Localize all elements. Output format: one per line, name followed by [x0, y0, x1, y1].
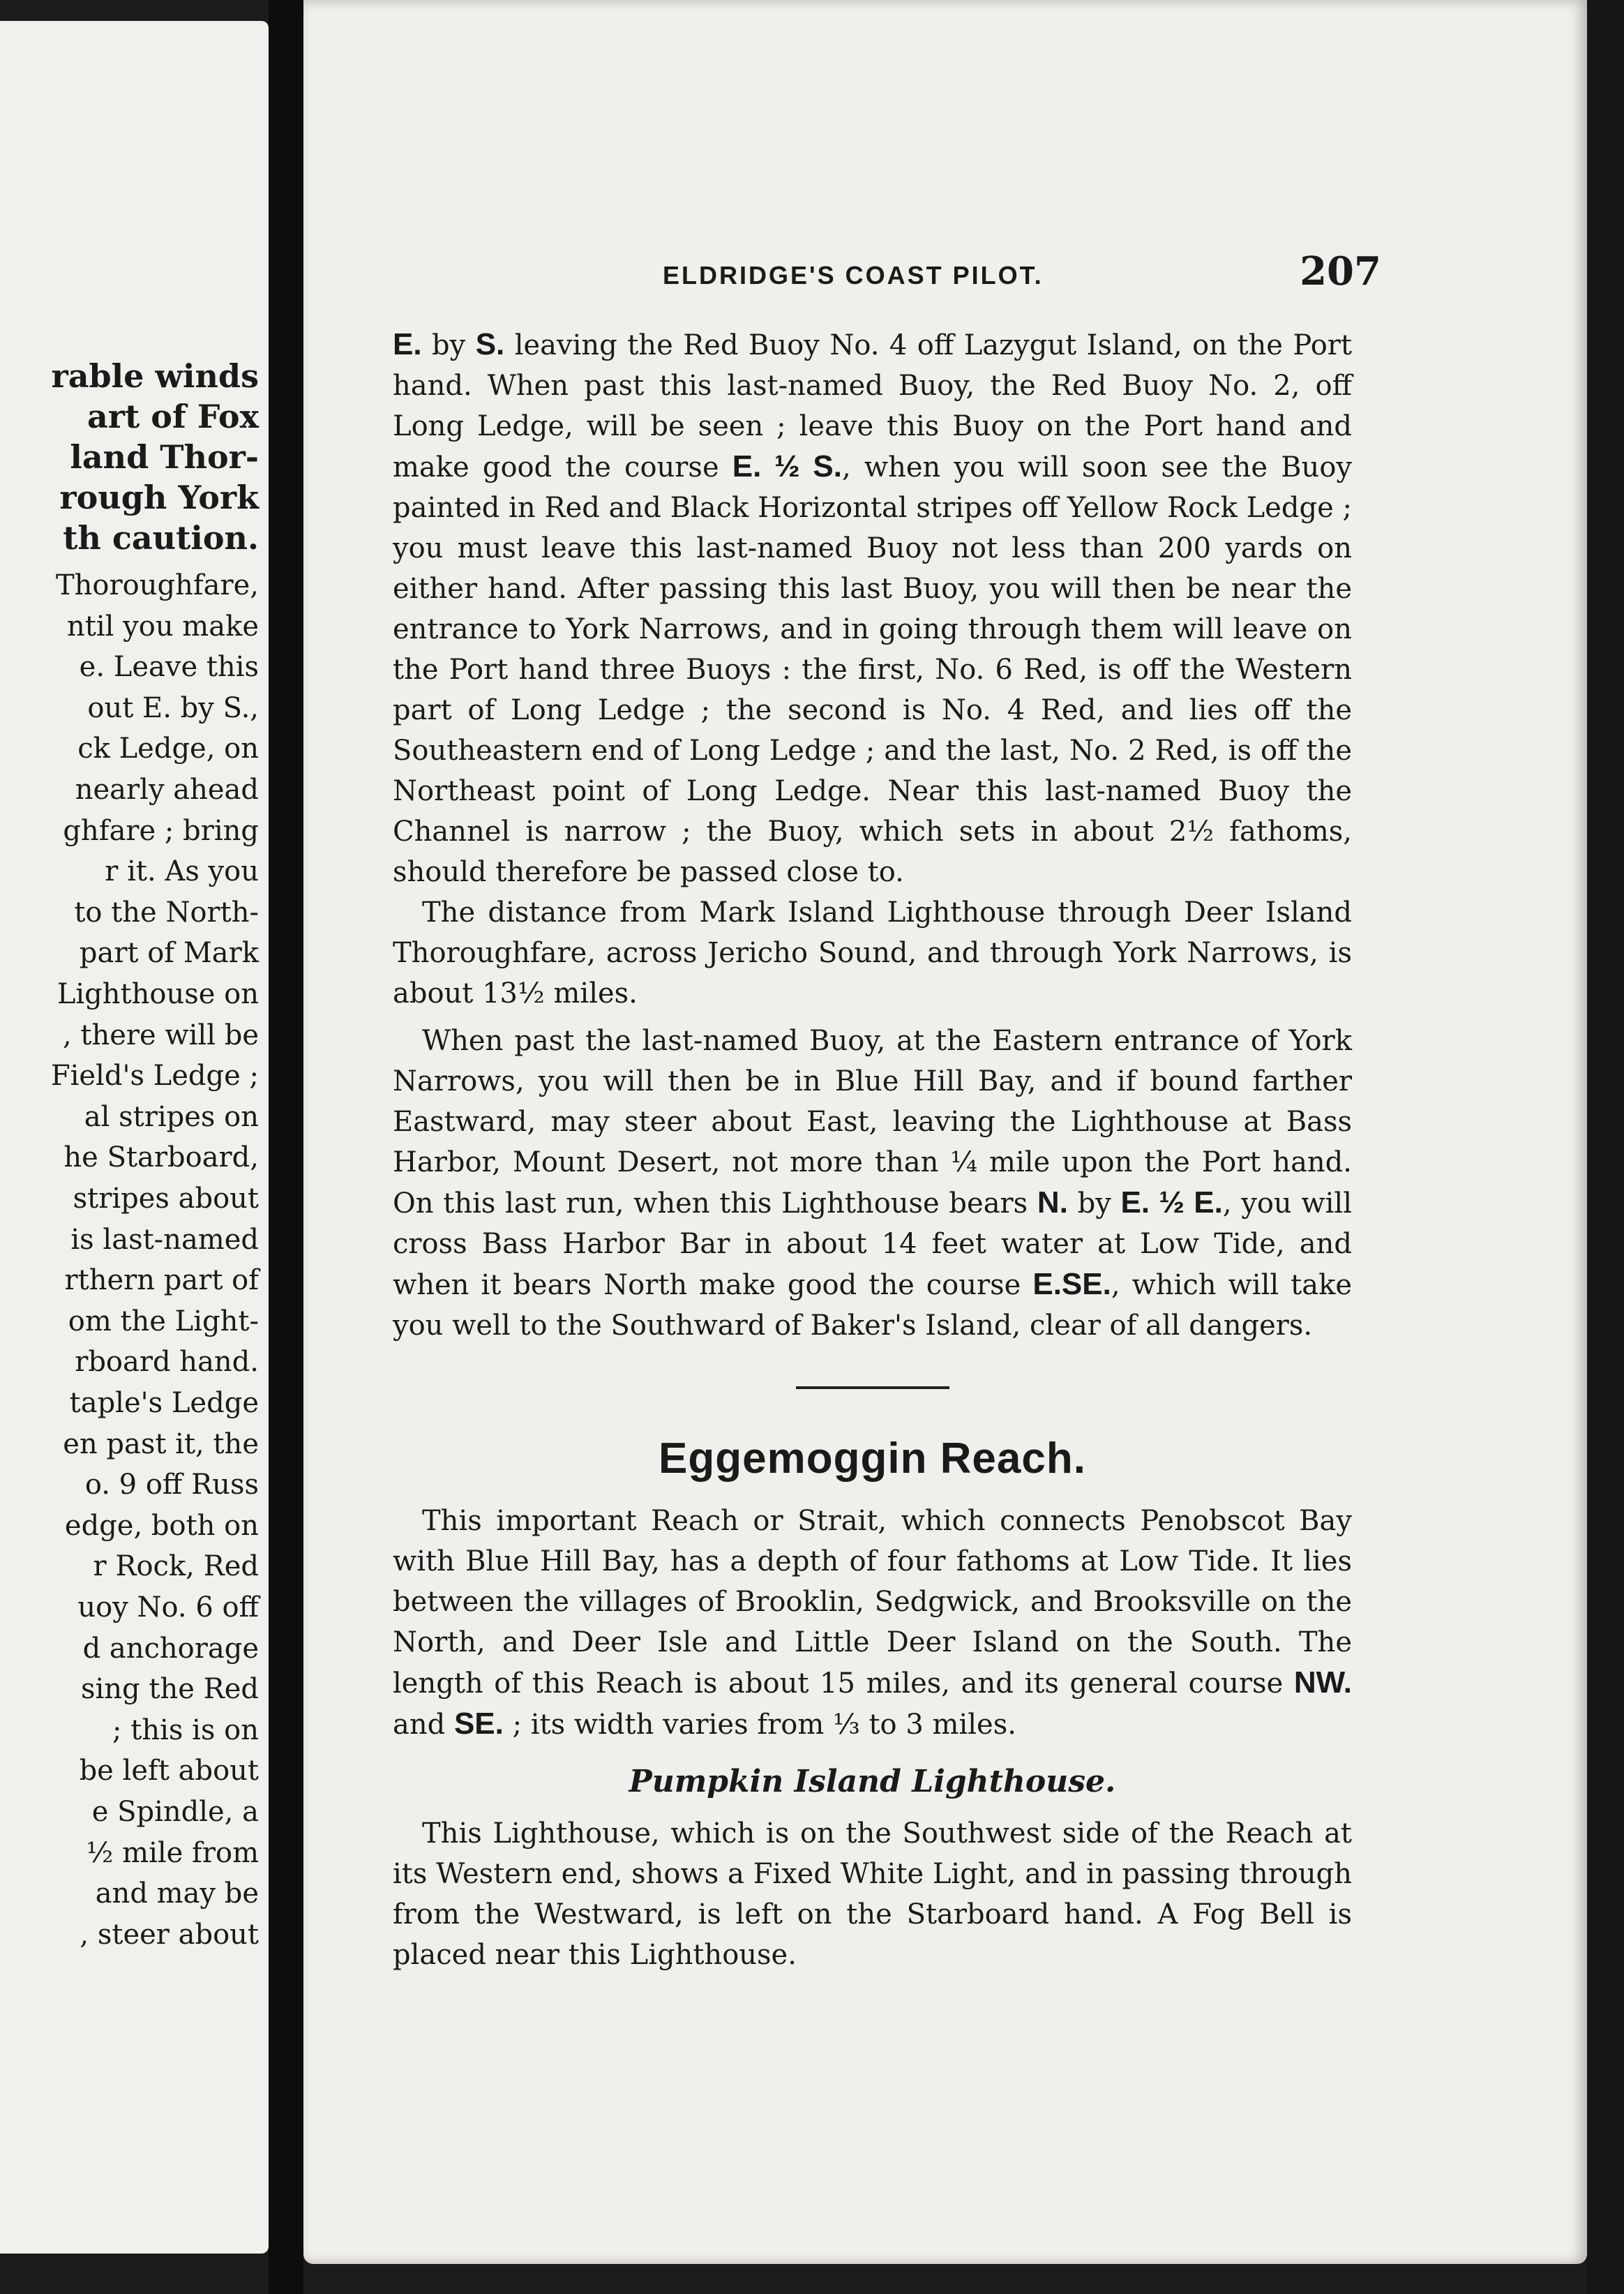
facing-page-line: ck Ledge, on — [77, 733, 259, 765]
compass-bearing: SE. — [453, 1707, 504, 1741]
page-body — [393, 324, 1352, 1975]
facing-page-line: en past it, the — [63, 1427, 259, 1460]
facing-page-line: o. 9 off Russ — [84, 1469, 259, 1501]
paragraph-eggemoggin — [393, 1501, 1352, 1745]
facing-page-line: taple's Ledge — [69, 1387, 259, 1419]
sub-heading: Pumpkin Island Lighthouse. — [629, 1764, 1116, 1799]
paragraph-text: ; its width varies from ⅓ to 3 miles. — [503, 1709, 1016, 1741]
facing-page-line: e Spindle, a — [91, 1796, 259, 1828]
facing-page-line: is last-named — [70, 1223, 259, 1256]
compass-bearing: S. — [475, 327, 505, 361]
compass-bearing: E.SE. — [1032, 1267, 1111, 1301]
facing-page-line: Thoroughfare, — [55, 569, 259, 601]
facing-page-line: r Rock, Red — [93, 1550, 259, 1583]
paragraph-text: This important Reach or Strait, which connects Penobscot Bay with Blue Hill Bay, has a depth of four fathoms at Low Tide. It lies between the villages of Brooklin, Sedgwick, and Brooksville on the North, and Deer Isle and Little Deer Island on the South. The length of this Reach is about 15 miles, and its general course — [393, 1505, 1352, 1700]
facing-page-line: and may be — [95, 1877, 259, 1910]
facing-page-line: al stripes on — [84, 1100, 259, 1133]
facing-page-line: d anchorage — [82, 1632, 259, 1665]
facing-page-line: rthern part of — [64, 1264, 259, 1297]
running-title: ELDRIDGE'S COAST PILOT. — [663, 261, 1044, 290]
compass-bearing: E. ½ E. — [1120, 1185, 1223, 1220]
facing-page-line: , there will be — [62, 1019, 259, 1051]
section-divider — [796, 1386, 949, 1389]
facing-page-line: r it. As you — [105, 855, 259, 888]
facing-page-line: rough York — [59, 479, 259, 516]
paragraph-york-narrows — [393, 324, 1352, 892]
paragraph-text: , you will cross Bass Harbor Bar in about 14 feet water at Low Tide, and when it bears North make good the course — [393, 1187, 1353, 1301]
compass-bearing: N. — [1037, 1185, 1068, 1220]
facing-page-line: nearly ahead — [75, 774, 259, 806]
paragraph-text: by — [1067, 1187, 1121, 1220]
paragraph-distance: The distance from Mark Island Lighthouse through Deer Island Thoroughfare, across Jericho Sound, and through York Narrows, is about 13½ miles. — [393, 897, 1352, 1010]
facing-page-line: edge, both on — [64, 1509, 259, 1542]
facing-page-line: ghfare ; bring — [63, 814, 259, 847]
facing-page-line: stripes about — [73, 1183, 259, 1215]
paragraph-text: , which will take you well to the Southward of Baker's Island, clear of all dangers. — [393, 1269, 1352, 1342]
facing-page-line: om the Light- — [68, 1305, 259, 1337]
facing-page-line: art of Fox — [87, 398, 259, 435]
section-heading: Eggemoggin Reach. — [659, 1434, 1086, 1483]
compass-bearing: E. — [393, 327, 422, 361]
paragraph-pumpkin-island: This Lighthouse, which is on the Southwest side of the Reach at its Western end, shows a Fixed White Light, and in passing through from the Westward, is left on the Starboard hand. A Fog Bell is placed near this Lighthouse. — [393, 1817, 1352, 1971]
facing-page-line: uoy No. 6 off — [77, 1591, 259, 1624]
facing-page-line: part of Mark — [79, 937, 259, 970]
facing-page-line: to the North- — [74, 896, 259, 929]
facing-page-line: land Thor- — [70, 438, 259, 476]
compass-bearing: NW. — [1293, 1665, 1352, 1700]
facing-page-fragment — [0, 21, 269, 2254]
facing-page-line: Field's Ledge ; — [50, 1060, 259, 1093]
paragraph-text: , when you will soon see the Buoy painted in Red and Black Horizontal stripes off Yellow Rock Ledge ; you must leave this last-named Buoy not less than 200 yards on either hand. After passing this last Buoy, you will then be near the entrance to York Narrows, and in going through them will leave on the Port hand three Buoys : the first, No. 6 Red, is off the Western part of Long Ledge ; the second is No. 4 Red, and lies off the Southeastern end of Long Ledge ; and the last, No. 2 Red, is off the Northeast point of Long Ledge. Near this last-named Buoy the Channel is narrow ; the Buoy, which sets in about 2½ fathoms, should therefore be passed close to. — [393, 451, 1352, 888]
facing-page-line: be left about — [79, 1755, 259, 1787]
book-gutter — [269, 0, 303, 2294]
facing-page-line: rable winds — [51, 357, 259, 395]
facing-page-line: sing the Red — [80, 1673, 259, 1706]
facing-page-line: out E. by S., — [87, 691, 259, 724]
facing-page-line: ntil you make — [67, 610, 259, 643]
facing-page-line: e. Leave this — [79, 651, 259, 684]
page-number: 207 — [1300, 248, 1381, 294]
facing-page-line: Lighthouse on — [57, 978, 259, 1010]
facing-page-line: th caution. — [63, 519, 259, 557]
facing-page-line: ; this is on — [112, 1714, 259, 1746]
page-header — [356, 246, 1381, 294]
paragraph-bass-harbor — [393, 1021, 1352, 1346]
paragraph-text: leaving the Red Buoy No. 4 off Lazygut Island, on the Port hand. When past this last-named Buoy, the Red Buoy No. 2, off Long Ledge, will be seen ; leave this Buoy on the Port hand and make good the course — [393, 329, 1352, 483]
facing-page-line: , steer about — [80, 1918, 259, 1951]
paragraph-text: When past the last-named Buoy, at the Eastern entrance of York Narrows, you will then be in Blue Hill Bay, and if bound farther Eastward, may steer about East, leaving the Lighthouse at Bass Harbor, Mount Desert, not more than ¼ mile upon the Port hand. On this last run, when this Lighthouse bears — [393, 1025, 1352, 1220]
paragraph-text: by — [421, 329, 476, 361]
facing-page-line: he Starboard, — [63, 1141, 259, 1174]
page-edge-shadow — [1587, 0, 1624, 2294]
paragraph-text: and — [393, 1709, 454, 1741]
facing-page-line: ½ mile from — [86, 1836, 259, 1869]
compass-bearing: E. ½ S. — [732, 449, 842, 483]
facing-page-line: rboard hand. — [75, 1346, 259, 1379]
